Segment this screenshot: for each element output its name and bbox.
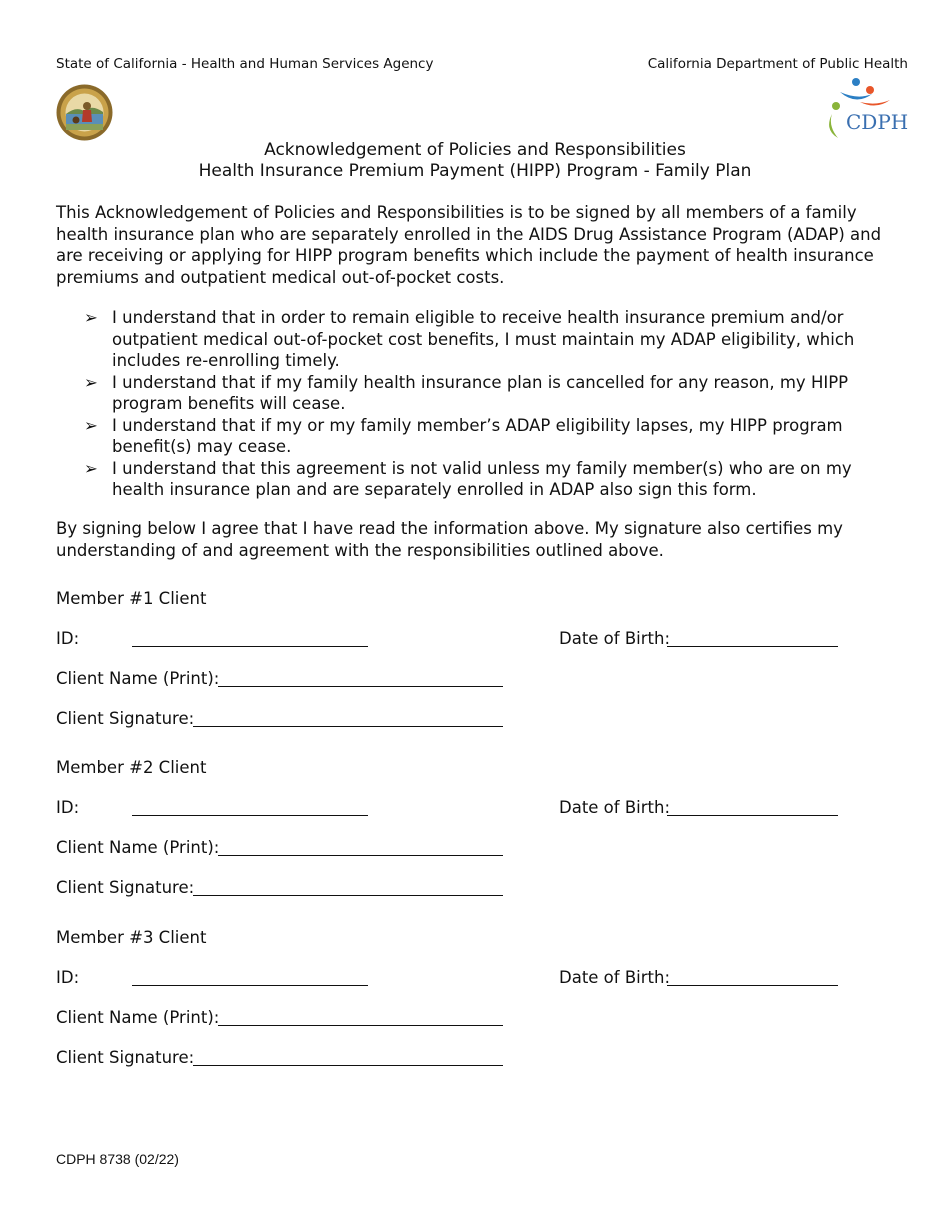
- member-3-id-field[interactable]: [132, 985, 368, 986]
- agency-name: State of California - Health and Human Services Agency: [56, 56, 434, 72]
- member-2-signature-field[interactable]: [193, 895, 503, 896]
- member-2-dob-label: Date of Birth:: [559, 798, 671, 817]
- policy-item: [84, 372, 884, 415]
- member-2-id-field[interactable]: [132, 815, 368, 816]
- member-1-dob-field[interactable]: [667, 646, 838, 647]
- member-2-id-label: ID:: [56, 798, 80, 817]
- arrow-bullet-icon: ➢: [84, 308, 98, 327]
- member-3-id-label: ID:: [56, 968, 80, 987]
- member-1-id-label: ID:: [56, 629, 80, 648]
- policy-text: I understand that if my or my family member’s ADAP eligibility lapses, my HIPP program benefit(s) may cease.: [112, 415, 843, 456]
- policy-list: [84, 307, 884, 501]
- member-1-name-field[interactable]: [218, 686, 503, 687]
- member-1-name-label: Client Name (Print):: [56, 669, 220, 688]
- member-3-dob-label: Date of Birth:: [559, 968, 671, 987]
- member-1-heading: Member #1 Client: [56, 589, 207, 608]
- policy-text: I understand that if my family health insurance plan is cancelled for any reason, my HIPP program benefits will cease.: [112, 372, 849, 413]
- member-2-dob-field[interactable]: [667, 815, 838, 816]
- policy-item: [84, 458, 884, 501]
- policy-text: I understand that in order to remain eligible to receive health insurance premium and/or outpatient medical out-of-pocket cost benefits, I must maintain my ADAP eligibility, which includes re-enrolling timely.: [112, 308, 855, 370]
- california-seal-icon: [56, 84, 113, 141]
- policy-item: [84, 307, 884, 372]
- form-subtitle: Health Insurance Premium Payment (HIPP) Program - Family Plan: [198, 161, 752, 181]
- member-3-signature-field[interactable]: [193, 1065, 503, 1066]
- member-2-signature-label: Client Signature:: [56, 878, 195, 897]
- member-2-name-label: Client Name (Print):: [56, 838, 220, 857]
- policy-text: I understand that this agreement is not valid unless my family member(s) who are on my health insurance plan and are separately enrolled in ADAP also sign this form.: [112, 458, 852, 499]
- cdph-logo-text: CDPH: [846, 110, 909, 134]
- cdph-logo: [826, 76, 912, 140]
- member-3-name-field[interactable]: [218, 1025, 503, 1026]
- member-1-signature-field[interactable]: [193, 726, 503, 727]
- policy-item: [84, 415, 884, 458]
- intro-paragraph: This Acknowledgement of Policies and Responsibilities is to be signed by all members of a family health insurance plan who are separately enrolled in the AIDS Drug Assistance Program (ADAP) and are receiving or applying for HIPP program benefits which include the payment of health insurance premiums and outpatient medical out-of-pocket costs.: [56, 203, 882, 287]
- member-2-heading: Member #2 Client: [56, 758, 207, 777]
- member-1-dob-label: Date of Birth:: [559, 629, 671, 648]
- member-1-id-field[interactable]: [132, 646, 368, 647]
- arrow-bullet-icon: ➢: [84, 372, 98, 392]
- form-number: CDPH 8738 (02/22): [56, 1151, 179, 1167]
- form-title: Acknowledgement of Policies and Responsibilities: [264, 140, 686, 160]
- member-3-dob-field[interactable]: [667, 985, 838, 986]
- member-3-heading: Member #3 Client: [56, 928, 207, 947]
- department-name: California Department of Public Health: [647, 56, 908, 72]
- arrow-bullet-icon: ➢: [84, 415, 98, 435]
- arrow-bullet-icon: ➢: [84, 458, 98, 478]
- member-3-name-label: Client Name (Print):: [56, 1008, 220, 1027]
- member-1-signature-label: Client Signature:: [56, 709, 195, 728]
- member-2-name-field[interactable]: [218, 855, 503, 856]
- member-3-signature-label: Client Signature:: [56, 1048, 195, 1067]
- agreement-paragraph: By signing below I agree that I have read the information above. My signature also certifies my understanding of and agreement with the responsibilities outlined above.: [56, 519, 843, 560]
